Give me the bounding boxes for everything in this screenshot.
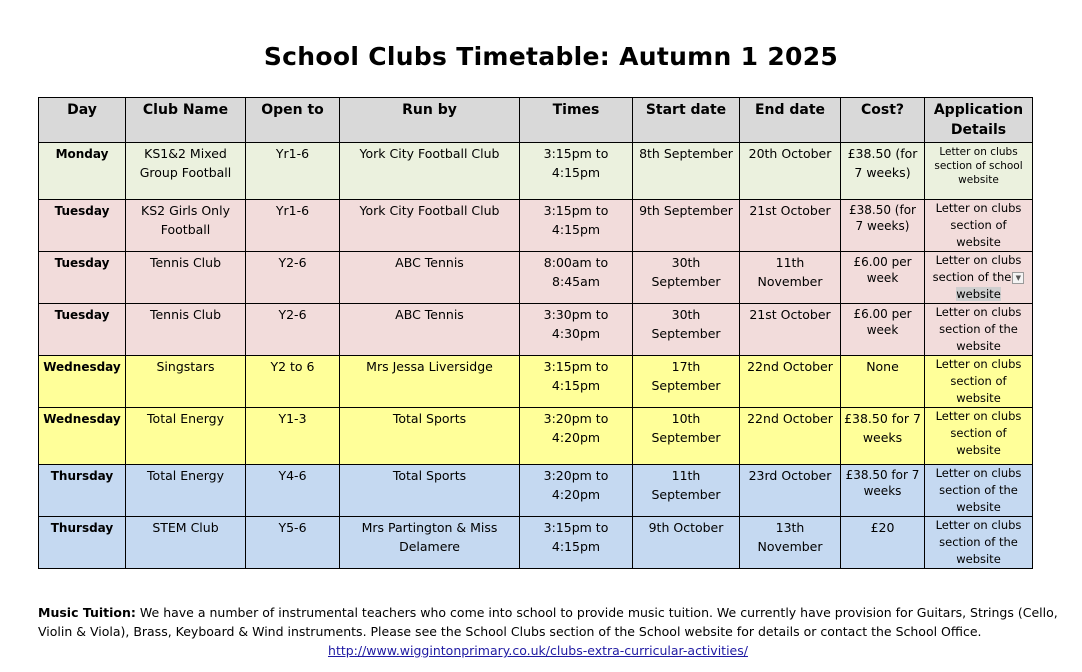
header-day: Day	[39, 98, 126, 143]
clubs-page-link[interactable]: http://www.wiggintonprimary.co.uk/clubs-extra-curricular-activities/	[328, 643, 748, 658]
cell-club-name: Tennis Club	[126, 304, 246, 356]
cell-run-by: ABC Tennis	[340, 252, 520, 304]
cell-cost: None	[841, 356, 925, 408]
cell-end-date: 22nd October	[740, 356, 841, 408]
cell-end-date: 21st October	[740, 304, 841, 356]
table-row	[39, 143, 1033, 200]
header-application-details: Application Details	[925, 98, 1033, 143]
table-row	[39, 465, 1033, 517]
table-row	[39, 304, 1033, 356]
header-end-date: End date	[740, 98, 841, 143]
cell-start-date: 17th September	[633, 356, 740, 408]
cell-times: 3:20pm to 4:20pm	[520, 408, 633, 465]
cell-cost: £6.00 per week	[841, 304, 925, 356]
cell-club-name: Tennis Club	[126, 252, 246, 304]
music-tuition-text: We have a number of instrumental teachers who come into school to provide music tuition. We currently have provision for Guitars, Strings (Cello, Violin & Viola), Brass, Keyboard & Wind instruments. Please see the School Clubs section of the School website for details or contact the School Office.	[38, 605, 1058, 639]
cell-run-by: Total Sports	[340, 465, 520, 517]
cell-application: Letter on clubs section of school website	[925, 143, 1033, 200]
cell-open-to: Yr1-6	[246, 143, 340, 200]
music-tuition-note	[38, 603, 1058, 660]
cell-end-date: 11th November	[740, 252, 841, 304]
table-row	[39, 517, 1033, 569]
cell-club-name: Total Energy	[126, 465, 246, 517]
cell-application: Letter on clubs section of the website	[925, 304, 1033, 356]
selected-word: website	[956, 287, 1001, 301]
cell-run-by: Mrs Jessa Liversidge	[340, 356, 520, 408]
application-text: Letter on clubs section of the	[932, 253, 1022, 284]
table-row	[39, 252, 1033, 304]
cell-open-to: Y5-6	[246, 517, 340, 569]
cell-times: 3:15pm to 4:15pm	[520, 356, 633, 408]
cell-cost: £38.50 for 7 weeks	[841, 408, 925, 465]
cell-day: Wednesday	[39, 408, 126, 465]
clubs-timetable	[38, 97, 1033, 569]
cell-start-date: 9th October	[633, 517, 740, 569]
header-club-name: Club Name	[126, 98, 246, 143]
page-title: School Clubs Timetable: Autumn 1 2025	[263, 42, 839, 71]
cell-application: Letter on clubs section of website	[925, 200, 1033, 252]
cell-open-to: Yr1-6	[246, 200, 340, 252]
cell-times: 3:15pm to 4:15pm	[520, 143, 633, 200]
header-run-by: Run by	[340, 98, 520, 143]
cell-run-by: ABC Tennis	[340, 304, 520, 356]
cell-day: Tuesday	[39, 252, 126, 304]
table-row	[39, 356, 1033, 408]
cell-open-to: Y2 to 6	[246, 356, 340, 408]
cell-start-date: 30th September	[633, 304, 740, 356]
cell-start-date: 10th September	[633, 408, 740, 465]
cell-open-to: Y1-3	[246, 408, 340, 465]
cell-times: 3:20pm to 4:20pm	[520, 465, 633, 517]
cell-application: Letter on clubs section of website	[925, 408, 1033, 465]
cell-run-by: York City Football Club	[340, 143, 520, 200]
music-tuition-label: Music Tuition:	[38, 605, 136, 620]
cell-application: Letter on clubs section of the website	[925, 465, 1033, 517]
cell-times: 3:30pm to 4:30pm	[520, 304, 633, 356]
cell-times: 3:15pm to 4:15pm	[520, 200, 633, 252]
cell-end-date: 20th October	[740, 143, 841, 200]
cell-day: Monday	[39, 143, 126, 200]
cell-application[interactable]	[925, 252, 1033, 304]
cell-application: Letter on clubs section of the website	[925, 517, 1033, 569]
cell-start-date: 11th September	[633, 465, 740, 517]
cell-cost: £20	[841, 517, 925, 569]
cell-end-date: 22nd October	[740, 408, 841, 465]
cell-end-date: 23rd October	[740, 465, 841, 517]
table-row	[39, 200, 1033, 252]
cell-day: Thursday	[39, 517, 126, 569]
cell-run-by: Mrs Partington & Miss Delamere	[340, 517, 520, 569]
cell-club-name: Total Energy	[126, 408, 246, 465]
cell-club-name: Singstars	[126, 356, 246, 408]
cell-start-date: 9th September	[633, 200, 740, 252]
cell-cost: £38.50 (for 7 weeks)	[841, 143, 925, 200]
table-row	[39, 408, 1033, 465]
cell-day: Thursday	[39, 465, 126, 517]
cell-cost: £38.50 for 7 weeks	[841, 465, 925, 517]
cell-end-date: 13th November	[740, 517, 841, 569]
cell-start-date: 8th September	[633, 143, 740, 200]
cell-day: Wednesday	[39, 356, 126, 408]
cell-club-name: KS2 Girls Only Football	[126, 200, 246, 252]
header-open-to: Open to	[246, 98, 340, 143]
cell-club-name: KS1&2 Mixed Group Football	[126, 143, 246, 200]
cell-cost: £6.00 per week	[841, 252, 925, 304]
header-cost: Cost?	[841, 98, 925, 143]
header-row	[39, 98, 1033, 143]
cell-open-to: Y4-6	[246, 465, 340, 517]
cell-day: Tuesday	[39, 304, 126, 356]
header-times: Times	[520, 98, 633, 143]
cell-times: 3:15pm to 4:15pm	[520, 517, 633, 569]
cell-club-name: STEM Club	[126, 517, 246, 569]
cell-application: Letter on clubs section of website	[925, 356, 1033, 408]
cell-run-by: Total Sports	[340, 408, 520, 465]
cell-open-to: Y2-6	[246, 252, 340, 304]
cell-run-by: York City Football Club	[340, 200, 520, 252]
cell-cost: £38.50 (for 7 weeks)	[841, 200, 925, 252]
cell-day: Tuesday	[39, 200, 126, 252]
cell-end-date: 21st October	[740, 200, 841, 252]
header-start-date: Start date	[633, 98, 740, 143]
dropdown-arrow-icon[interactable]: ▼	[1012, 272, 1024, 284]
cell-start-date: 30th September	[633, 252, 740, 304]
cell-open-to: Y2-6	[246, 304, 340, 356]
cell-times: 8:00am to 8:45am	[520, 252, 633, 304]
